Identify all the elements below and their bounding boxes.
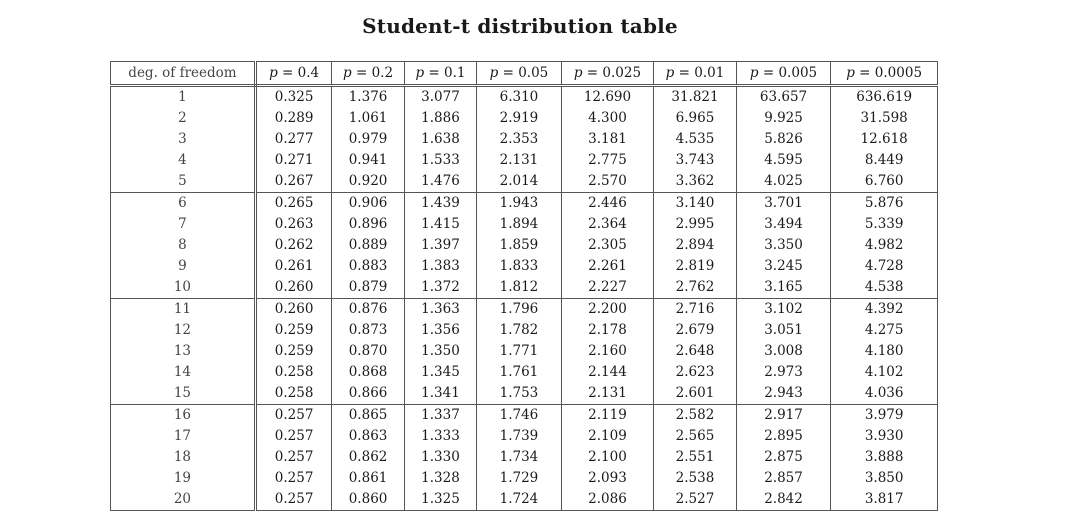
- critical-value-cell: 0.257: [255, 447, 331, 468]
- df-cell: 1: [111, 86, 256, 109]
- critical-value-cell: 9.925: [736, 108, 831, 129]
- critical-value-cell: 1.734: [477, 447, 562, 468]
- critical-value-cell: 2.857: [736, 468, 831, 489]
- critical-value-cell: 2.601: [654, 383, 736, 405]
- critical-value-cell: 2.917: [736, 405, 831, 427]
- p-value: 0.01: [694, 65, 725, 81]
- critical-value-cell: 5.339: [831, 214, 938, 235]
- df-cell: 15: [111, 383, 256, 405]
- critical-value-cell: 4.036: [831, 383, 938, 405]
- critical-value-cell: 0.260: [255, 277, 331, 299]
- critical-value-cell: 2.570: [561, 171, 654, 193]
- critical-value-cell: 2.819: [654, 256, 736, 277]
- table-body: [111, 86, 938, 511]
- critical-value-cell: 1.383: [404, 256, 476, 277]
- df-cell: 14: [111, 362, 256, 383]
- df-cell: 12: [111, 320, 256, 341]
- table-row: [111, 193, 938, 215]
- critical-value-cell: 2.109: [561, 426, 654, 447]
- critical-value-cell: 1.533: [404, 150, 476, 171]
- table-row: [111, 447, 938, 468]
- df-cell: 11: [111, 299, 256, 321]
- critical-value-cell: 2.131: [561, 383, 654, 405]
- critical-value-cell: 1.356: [404, 320, 476, 341]
- critical-value-cell: 0.860: [332, 489, 404, 511]
- p-value: 0.4: [297, 65, 320, 81]
- critical-value-cell: 4.300: [561, 108, 654, 129]
- critical-value-cell: 0.277: [255, 129, 331, 150]
- critical-value-cell: 3.850: [831, 468, 938, 489]
- critical-value-cell: 2.895: [736, 426, 831, 447]
- critical-value-cell: 1.894: [477, 214, 562, 235]
- critical-value-cell: 0.865: [332, 405, 404, 427]
- critical-value-cell: 2.875: [736, 447, 831, 468]
- critical-value-cell: 0.862: [332, 447, 404, 468]
- p-value: 0.1: [444, 65, 466, 81]
- critical-value-cell: 2.100: [561, 447, 654, 468]
- critical-value-cell: 0.262: [255, 235, 331, 256]
- table-row: [111, 299, 938, 321]
- critical-value-cell: 6.965: [654, 108, 736, 129]
- critical-value-cell: 2.227: [561, 277, 654, 299]
- critical-value-cell: 0.979: [332, 129, 404, 150]
- critical-value-cell: 0.259: [255, 341, 331, 362]
- critical-value-cell: 2.119: [561, 405, 654, 427]
- p-column-header: p = 0.025: [561, 62, 654, 86]
- table-row: [111, 383, 938, 405]
- critical-value-cell: 1.328: [404, 468, 476, 489]
- critical-value-cell: 4.982: [831, 235, 938, 256]
- critical-value-cell: 3.701: [736, 193, 831, 215]
- df-cell: 9: [111, 256, 256, 277]
- critical-value-cell: 2.305: [561, 235, 654, 256]
- critical-value-cell: 6.760: [831, 171, 938, 193]
- critical-value-cell: 8.449: [831, 150, 938, 171]
- critical-value-cell: 1.796: [477, 299, 562, 321]
- critical-value-cell: 0.265: [255, 193, 331, 215]
- critical-value-cell: 2.200: [561, 299, 654, 321]
- critical-value-cell: 0.325: [255, 86, 331, 109]
- critical-value-cell: 2.582: [654, 405, 736, 427]
- critical-value-cell: 0.941: [332, 150, 404, 171]
- critical-value-cell: 0.876: [332, 299, 404, 321]
- critical-value-cell: 1.325: [404, 489, 476, 511]
- critical-value-cell: 4.392: [831, 299, 938, 321]
- critical-value-cell: 0.873: [332, 320, 404, 341]
- critical-value-cell: 5.876: [831, 193, 938, 215]
- critical-value-cell: 2.353: [477, 129, 562, 150]
- table-row: [111, 320, 938, 341]
- critical-value-cell: 2.775: [561, 150, 654, 171]
- critical-value-cell: 1.771: [477, 341, 562, 362]
- df-cell: 7: [111, 214, 256, 235]
- critical-value-cell: 3.077: [404, 86, 476, 109]
- critical-value-cell: 0.906: [332, 193, 404, 215]
- critical-value-cell: 636.619: [831, 86, 938, 109]
- critical-value-cell: 1.859: [477, 235, 562, 256]
- critical-value-cell: 0.861: [332, 468, 404, 489]
- critical-value-cell: 1.943: [477, 193, 562, 215]
- df-cell: 6: [111, 193, 256, 215]
- critical-value-cell: 1.761: [477, 362, 562, 383]
- critical-value-cell: 1.812: [477, 277, 562, 299]
- critical-value-cell: 0.889: [332, 235, 404, 256]
- critical-value-cell: 2.648: [654, 341, 736, 362]
- df-column-header: deg. of freedom: [111, 62, 256, 86]
- critical-value-cell: 3.051: [736, 320, 831, 341]
- df-cell: 10: [111, 277, 256, 299]
- critical-value-cell: 2.919: [477, 108, 562, 129]
- table-row: [111, 129, 938, 150]
- critical-value-cell: 2.894: [654, 235, 736, 256]
- critical-value-cell: 3.181: [561, 129, 654, 150]
- critical-value-cell: 6.310: [477, 86, 562, 109]
- critical-value-cell: 1.345: [404, 362, 476, 383]
- critical-value-cell: 4.535: [654, 129, 736, 150]
- p-column-header: p = 0.005: [736, 62, 831, 86]
- df-cell: 13: [111, 341, 256, 362]
- df-cell: 5: [111, 171, 256, 193]
- critical-value-cell: 4.025: [736, 171, 831, 193]
- critical-value-cell: 2.973: [736, 362, 831, 383]
- critical-value-cell: 2.527: [654, 489, 736, 511]
- critical-value-cell: 4.180: [831, 341, 938, 362]
- critical-value-cell: 3.245: [736, 256, 831, 277]
- critical-value-cell: 2.679: [654, 320, 736, 341]
- table-row: [111, 235, 938, 256]
- critical-value-cell: 4.595: [736, 150, 831, 171]
- t-distribution-table: [110, 61, 938, 511]
- critical-value-cell: 2.131: [477, 150, 562, 171]
- critical-value-cell: 0.257: [255, 468, 331, 489]
- p-column-header: p = 0.01: [654, 62, 736, 86]
- critical-value-cell: 1.333: [404, 426, 476, 447]
- critical-value-cell: 1.376: [332, 86, 404, 109]
- critical-value-cell: 1.753: [477, 383, 562, 405]
- critical-value-cell: 1.372: [404, 277, 476, 299]
- critical-value-cell: 2.093: [561, 468, 654, 489]
- critical-value-cell: 2.995: [654, 214, 736, 235]
- critical-value-cell: 1.363: [404, 299, 476, 321]
- df-cell: 20: [111, 489, 256, 511]
- header-row: [111, 62, 938, 86]
- critical-value-cell: 0.259: [255, 320, 331, 341]
- df-cell: 17: [111, 426, 256, 447]
- critical-value-cell: 2.762: [654, 277, 736, 299]
- critical-value-cell: 3.979: [831, 405, 938, 427]
- critical-value-cell: 0.863: [332, 426, 404, 447]
- critical-value-cell: 2.144: [561, 362, 654, 383]
- p-value: 0.005: [778, 65, 818, 81]
- critical-value-cell: 2.551: [654, 447, 736, 468]
- table-row: [111, 108, 938, 129]
- critical-value-cell: 3.743: [654, 150, 736, 171]
- critical-value-cell: 1.061: [332, 108, 404, 129]
- critical-value-cell: 2.178: [561, 320, 654, 341]
- p-value: 0.025: [602, 65, 642, 81]
- critical-value-cell: 2.538: [654, 468, 736, 489]
- critical-value-cell: 2.842: [736, 489, 831, 511]
- critical-value-cell: 0.258: [255, 362, 331, 383]
- critical-value-cell: 4.275: [831, 320, 938, 341]
- critical-value-cell: 1.397: [404, 235, 476, 256]
- critical-value-cell: 0.257: [255, 405, 331, 427]
- critical-value-cell: 0.257: [255, 489, 331, 511]
- table-row: [111, 468, 938, 489]
- critical-value-cell: 4.102: [831, 362, 938, 383]
- critical-value-cell: 1.724: [477, 489, 562, 511]
- table-row: [111, 256, 938, 277]
- critical-value-cell: 1.415: [404, 214, 476, 235]
- critical-value-cell: 3.008: [736, 341, 831, 362]
- critical-value-cell: 0.883: [332, 256, 404, 277]
- critical-value-cell: 31.598: [831, 108, 938, 129]
- table-row: [111, 362, 938, 383]
- critical-value-cell: 3.930: [831, 426, 938, 447]
- table-row: [111, 150, 938, 171]
- critical-value-cell: 2.364: [561, 214, 654, 235]
- critical-value-cell: 0.879: [332, 277, 404, 299]
- critical-value-cell: 0.260: [255, 299, 331, 321]
- critical-value-cell: 1.833: [477, 256, 562, 277]
- critical-value-cell: 12.618: [831, 129, 938, 150]
- critical-value-cell: 0.896: [332, 214, 404, 235]
- df-cell: 4: [111, 150, 256, 171]
- critical-value-cell: 0.870: [332, 341, 404, 362]
- critical-value-cell: 2.014: [477, 171, 562, 193]
- critical-value-cell: 0.920: [332, 171, 404, 193]
- table-row: [111, 86, 938, 109]
- critical-value-cell: 0.258: [255, 383, 331, 405]
- critical-value-cell: 3.494: [736, 214, 831, 235]
- df-cell: 8: [111, 235, 256, 256]
- table-row: [111, 214, 938, 235]
- critical-value-cell: 1.739: [477, 426, 562, 447]
- critical-value-cell: 2.623: [654, 362, 736, 383]
- df-cell: 16: [111, 405, 256, 427]
- critical-value-cell: 3.140: [654, 193, 736, 215]
- critical-value-cell: 2.086: [561, 489, 654, 511]
- p-column-header: p = 0.1: [404, 62, 476, 86]
- df-cell: 3: [111, 129, 256, 150]
- p-value: 0.05: [518, 65, 549, 81]
- critical-value-cell: 2.565: [654, 426, 736, 447]
- p-column-header: p = 0.0005: [831, 62, 938, 86]
- critical-value-cell: 1.746: [477, 405, 562, 427]
- critical-value-cell: 5.826: [736, 129, 831, 150]
- df-cell: 2: [111, 108, 256, 129]
- critical-value-cell: 0.868: [332, 362, 404, 383]
- critical-value-cell: 2.160: [561, 341, 654, 362]
- critical-value-cell: 0.261: [255, 256, 331, 277]
- critical-value-cell: 1.350: [404, 341, 476, 362]
- page-title: Student-t distribution table: [362, 14, 678, 38]
- critical-value-cell: 0.271: [255, 150, 331, 171]
- critical-value-cell: 3.102: [736, 299, 831, 321]
- p-column-header: p = 0.05: [477, 62, 562, 86]
- critical-value-cell: 63.657: [736, 86, 831, 109]
- critical-value-cell: 1.782: [477, 320, 562, 341]
- critical-value-cell: 1.337: [404, 405, 476, 427]
- critical-value-cell: 3.888: [831, 447, 938, 468]
- table-row: [111, 341, 938, 362]
- critical-value-cell: 2.716: [654, 299, 736, 321]
- p-value: 0.2: [371, 65, 394, 81]
- table-row: [111, 171, 938, 193]
- critical-value-cell: 2.446: [561, 193, 654, 215]
- table-row: [111, 277, 938, 299]
- table-row: [111, 489, 938, 511]
- table-row: [111, 426, 938, 447]
- df-cell: 18: [111, 447, 256, 468]
- critical-value-cell: 1.330: [404, 447, 476, 468]
- table-row: [111, 405, 938, 427]
- critical-value-cell: 12.690: [561, 86, 654, 109]
- df-cell: 19: [111, 468, 256, 489]
- p-value: 0.0005: [874, 65, 923, 81]
- p-column-header: p = 0.2: [332, 62, 404, 86]
- critical-value-cell: 4.728: [831, 256, 938, 277]
- p-column-header: p = 0.4: [255, 62, 331, 86]
- critical-value-cell: 0.289: [255, 108, 331, 129]
- critical-value-cell: 31.821: [654, 86, 736, 109]
- critical-value-cell: 0.263: [255, 214, 331, 235]
- critical-value-cell: 0.257: [255, 426, 331, 447]
- critical-value-cell: 1.886: [404, 108, 476, 129]
- critical-value-cell: 0.866: [332, 383, 404, 405]
- critical-value-cell: 0.267: [255, 171, 331, 193]
- critical-value-cell: 1.341: [404, 383, 476, 405]
- critical-value-cell: 3.165: [736, 277, 831, 299]
- critical-value-cell: 1.729: [477, 468, 562, 489]
- critical-value-cell: 3.362: [654, 171, 736, 193]
- critical-value-cell: 2.261: [561, 256, 654, 277]
- critical-value-cell: 4.538: [831, 277, 938, 299]
- critical-value-cell: 3.350: [736, 235, 831, 256]
- critical-value-cell: 1.638: [404, 129, 476, 150]
- critical-value-cell: 1.476: [404, 171, 476, 193]
- critical-value-cell: 1.439: [404, 193, 476, 215]
- critical-value-cell: 3.817: [831, 489, 938, 511]
- critical-value-cell: 2.943: [736, 383, 831, 405]
